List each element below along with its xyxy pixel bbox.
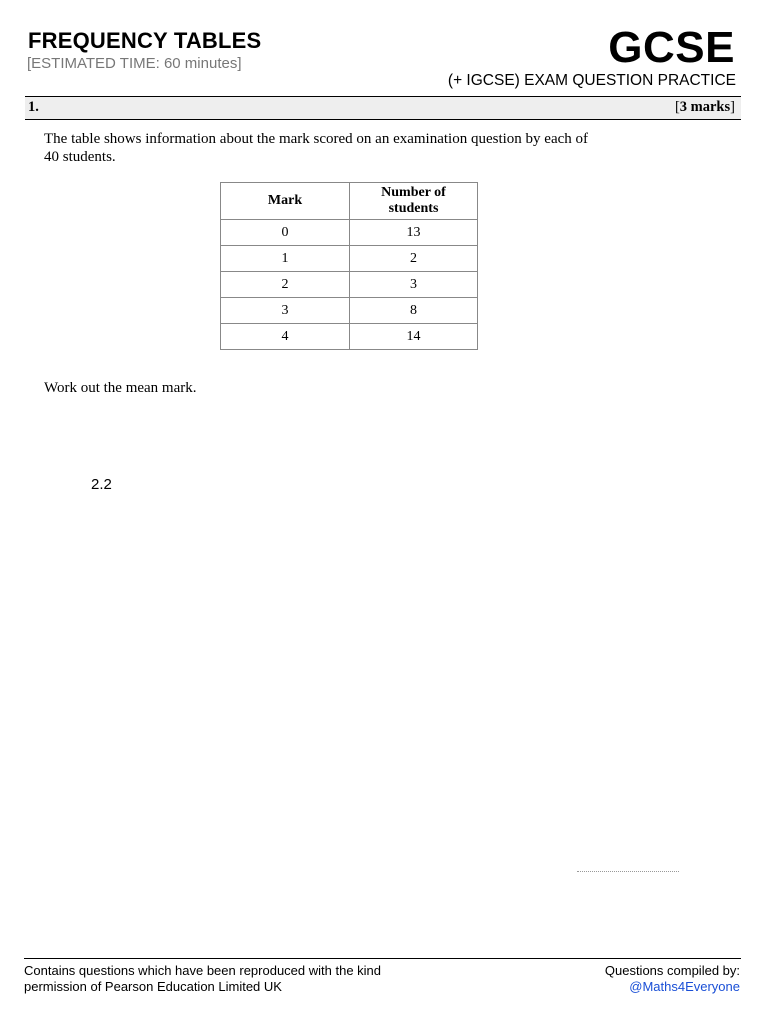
answer-value: 2.2 (91, 476, 112, 493)
table-cell-frequency: 8 (350, 298, 478, 324)
column-header-mark: Mark (221, 183, 350, 220)
footer-permission-line2: permission of Pearson Education Limited UK (24, 979, 282, 994)
column-header-frequency-text: Number of students (381, 185, 446, 216)
marks-open-bracket: [ (674, 99, 680, 115)
footer-permission (24, 963, 381, 995)
table-cell-frequency: 3 (350, 272, 478, 298)
page-title: FREQUENCY TABLES (28, 28, 262, 53)
estimated-time: [ESTIMATED TIME: 60 minutes] (27, 55, 242, 72)
table-cell-frequency: 2 (350, 246, 478, 272)
table-cell-mark: 3 (221, 298, 350, 324)
question-header-bar (25, 96, 741, 120)
answer-line (577, 871, 679, 872)
marks-close-bracket: ] (730, 99, 735, 115)
table-cell-frequency: 13 (350, 220, 478, 246)
table-cell-mark: 4 (221, 324, 350, 350)
question-intro: The table shows information about the mark scored on an examination question by each of 40 students. (44, 131, 589, 165)
table-row (221, 220, 478, 246)
table-row (221, 272, 478, 298)
question-marks (675, 99, 735, 116)
table-row (221, 298, 478, 324)
footer-author-link[interactable]: @Maths4Everyone (629, 979, 740, 994)
question-number: 1. (28, 99, 39, 115)
footer-credits-label: Questions compiled by: (604, 963, 740, 978)
footer-permission-line1: Contains questions which have been reproduced with the kind (24, 963, 382, 978)
marks-label: 3 marks (679, 99, 731, 115)
question-prompt: Work out the mean mark. (44, 380, 197, 396)
table-row (221, 246, 478, 272)
table-cell-frequency: 14 (350, 324, 478, 350)
page-subtitle: (+ IGCSE) EXAM QUESTION PRACTICE (447, 72, 736, 89)
table-cell-mark: 1 (221, 246, 350, 272)
frequency-table (220, 182, 478, 350)
table-row (221, 324, 478, 350)
footer-divider (24, 958, 741, 959)
table-header-row (221, 183, 478, 220)
gcse-brand: GCSE (608, 23, 735, 72)
table-cell-mark: 2 (221, 272, 350, 298)
table-cell-mark: 0 (221, 220, 350, 246)
footer-credits (605, 963, 740, 995)
column-header-frequency (350, 183, 478, 220)
